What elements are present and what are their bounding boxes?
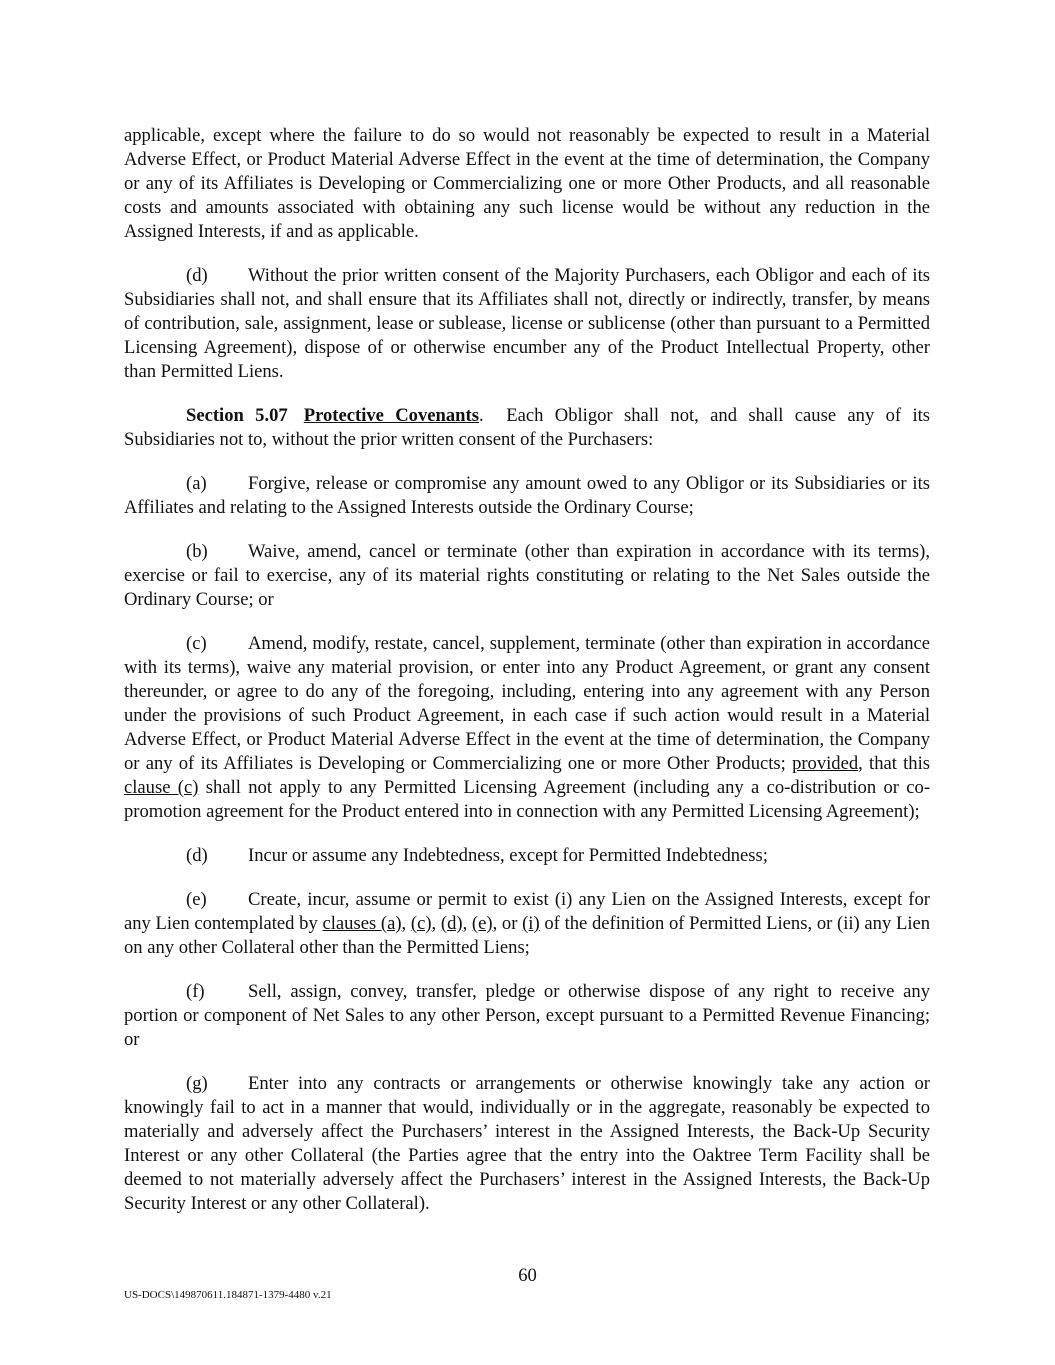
clause-reference: clause (c) bbox=[124, 777, 199, 798]
section-number: Section 5.07 bbox=[186, 405, 288, 426]
paragraph-d-product-ip bbox=[124, 264, 930, 384]
clause-c bbox=[124, 632, 930, 824]
document-id: US-DOCS\149870611.184871-1379-4480 v.21 bbox=[124, 1289, 332, 1301]
clause-text: Forgive, release or compromise any amount owed to any Obligor or its Subsidiaries or its Affiliates and relating to the Assigned Interests outside the Ordinary Course; bbox=[124, 473, 930, 518]
clause-label: (g) bbox=[186, 1073, 208, 1094]
clause-text: Sell, assign, convey, transfer, pledge or otherwise dispose of any right to receive any portion or component of Net Sales to any other Person, except pursuant to a Permitted Revenue Financing; or bbox=[124, 981, 930, 1050]
section-intro: Each Obligor shall not, and shall cause any of its Subsidiaries not to, without the prior written consent of the Purchasers: bbox=[124, 405, 931, 450]
clause-label: (c) bbox=[186, 633, 207, 654]
section-5-07-heading bbox=[124, 404, 930, 452]
clause-reference: (e) bbox=[471, 913, 493, 934]
clause-label: (e) bbox=[186, 889, 207, 910]
paragraph-continuation: applicable, except where the failure to do so would not reasonably be expected to result in a Material Adverse Effect, or Product Material Adverse Effect in the event at the time of determination, the Company or any of its Affiliates is Developing or Commercializing one or more Other Products, and all reasonable costs and amounts associated with obtaining any such license would be without any reduction in the Assigned Interests, if and as applicable. bbox=[124, 125, 930, 242]
provided-term: provided bbox=[792, 753, 859, 774]
clause-text: , that this bbox=[858, 753, 930, 774]
clause-reference: clauses (a) bbox=[322, 913, 402, 934]
clause-label: (d) bbox=[186, 845, 208, 866]
section-title: Protective Covenants bbox=[303, 405, 479, 426]
clause-text: Without the prior written consent of the Majority Purchasers, each Obligor and each of its Subsidiaries shall not, and shall ensure that its Affiliates shall not, directly or indirectly, transfer, by means of contribution, sale, assignment, lease or sublease, license or sublicense (other than pursuant to a Permitted Licensing Agreement), dispose of or otherwise encumber any of the Product Intellectual Property, other than Permitted Liens. bbox=[124, 265, 930, 382]
clause-d bbox=[124, 844, 930, 868]
clause-text: shall not apply to any Permitted Licensing Agreement (including any a co-distribution or co-promotion agreement for the Product entered into in connection with any Permitted Licensing Agreement); bbox=[124, 777, 931, 822]
clause-label: (d) bbox=[186, 265, 208, 286]
clause-text: Incur or assume any Indebtedness, except for Permitted Indebtedness; bbox=[248, 845, 768, 866]
clause-reference: (i) bbox=[522, 913, 540, 934]
clause-e: (e) Create, incur, assume or permit to exist (i) any Lien on the Assigned Interests, except for any Lien contemplated by clauses (a), (c), (d), (e), or (i) of the definition of Permitted Liens, or (ii) any Lien on any other Collateral other than the Permitted Liens; bbox=[124, 889, 931, 958]
clause-g bbox=[124, 1072, 930, 1216]
clause-b bbox=[124, 540, 930, 612]
clause-label: (b) bbox=[186, 541, 208, 562]
clause-f bbox=[124, 980, 930, 1052]
section-title-period: . bbox=[478, 405, 484, 426]
clause-reference: (d) bbox=[440, 913, 463, 934]
clause-text: of the definition of Permitted Liens, or (ii) any Lien on any other Collateral other than the Permitted Liens; bbox=[124, 913, 931, 958]
clause-label: (a) bbox=[186, 473, 207, 494]
clause-text: Amend, modify, restate, cancel, supplement, terminate (other than expiration in accordance with its terms), waive any material provision, or enter into any Product Agreement, or grant any consent thereunder, or agree to do any of the foregoing, including, entering into any agreement with any Person under the provisions of such Product Agreement, in each case if such action would result in a Material Adverse Effect, or Product Material Adverse Effect in the event at the time of determination, the Company or any of its Affiliates is Developing or Commercializing one or more Other Products; bbox=[124, 633, 930, 774]
clause-a bbox=[124, 472, 930, 520]
page-number: 60 bbox=[518, 1265, 537, 1286]
clause-label: (f) bbox=[186, 981, 205, 1002]
clause-text: Enter into any contracts or arrangements or otherwise knowingly take any action or knowingly fail to act in a manner that would, individually or in the aggregate, reasonably be expected to materially and adversely affect the Purchasers’ interest in the Assigned Interests, the Back-Up Security Interest or any other Collateral (the Parties agree that the entry into the Oaktree Term Facility shall be deemed to not materially adversely affect the Purchasers’ interest in the Assigned Interests, the Back-Up Security Interest or any other Collateral). bbox=[124, 1073, 930, 1214]
document-body bbox=[124, 124, 930, 1236]
clause-reference: (c) bbox=[410, 913, 432, 934]
clause-text: Create, incur, assume or permit to exist (i) any Lien on the Assigned Interests, except for any Lien contemplated by bbox=[124, 889, 930, 934]
clause-text: Waive, amend, cancel or terminate (other than expiration in accordance with its terms), exercise or fail to exercise, any of its material rights constituting or relating to the Net Sales outside the Ordinary Course; or bbox=[124, 541, 930, 610]
